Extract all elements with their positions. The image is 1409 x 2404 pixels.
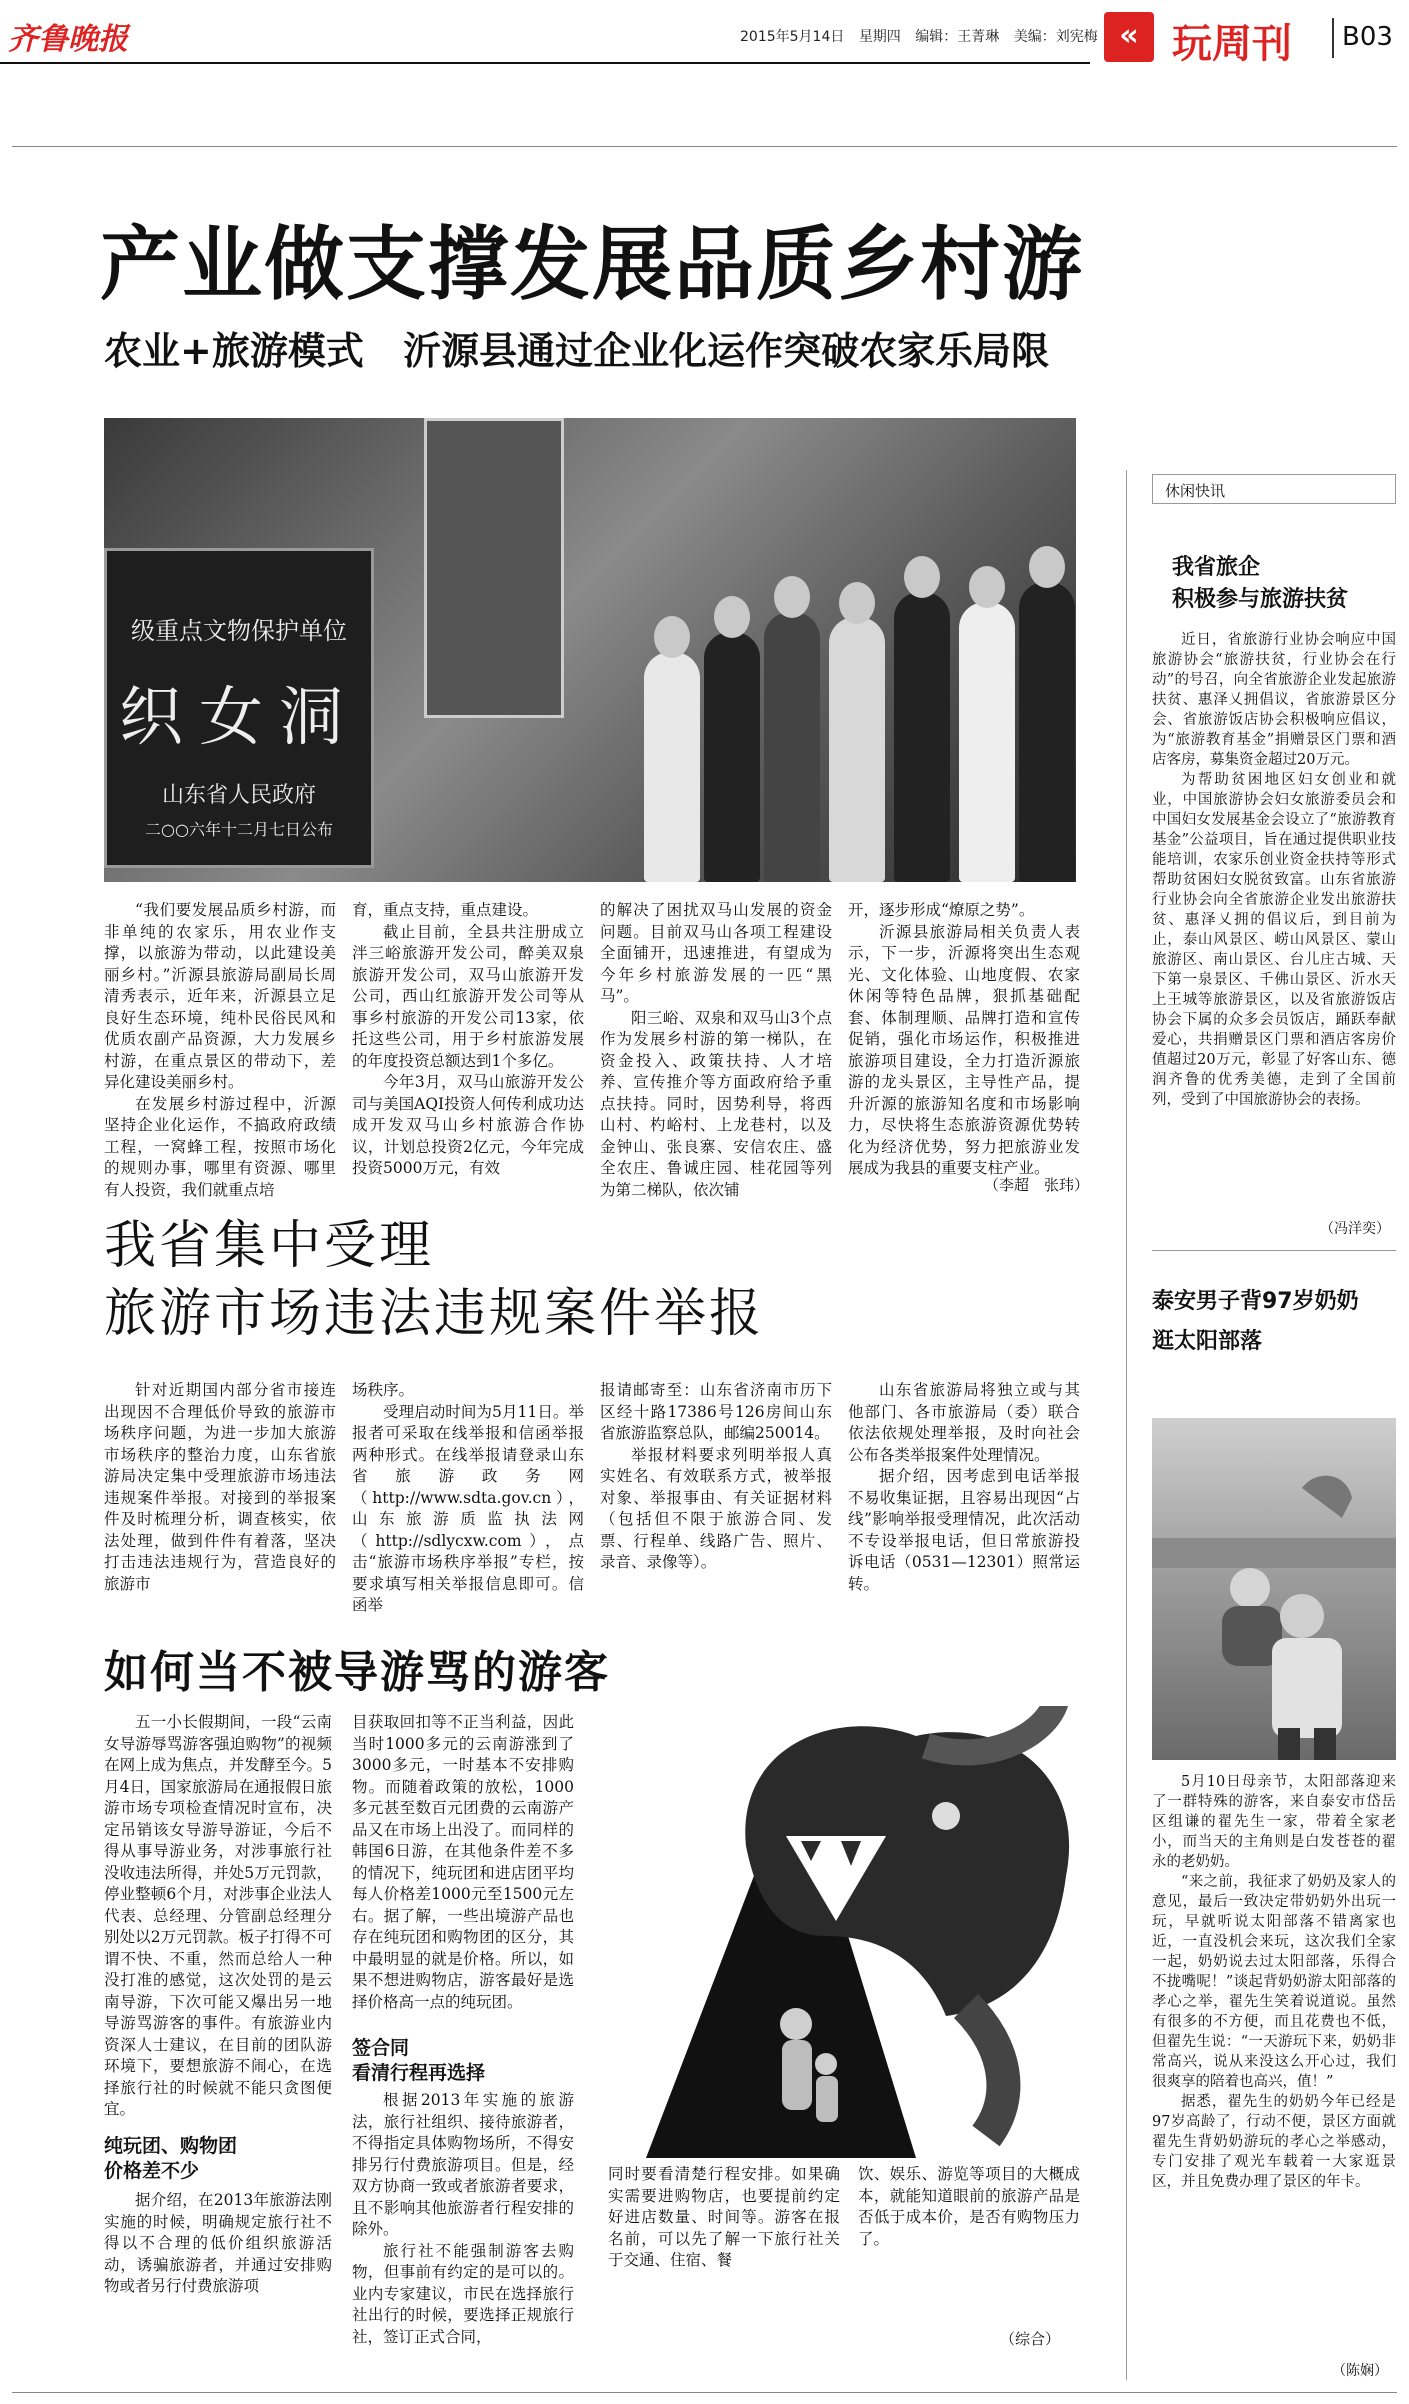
story2-headline-line-2: 旅游市场违法违规案件举报 (104, 1284, 765, 1344)
photo-person-head (904, 556, 940, 598)
sidebar-rule (1152, 1250, 1396, 1251)
masthead (0, 0, 1409, 72)
story2-headline-line-1: 我省集中受理 (104, 1216, 435, 1276)
masthead-rule (0, 62, 1090, 64)
photo-person-head (654, 616, 690, 658)
paragraph: 开，逐步形成“燎原之势”。 (848, 901, 1035, 919)
sidebar-news1-title (1172, 552, 1348, 616)
paragraph: 今年3月，双马山旅游开发公司与美国AQI投资人何传利成功达成开发双马山乡村旅游合作协议，计划总投资2亿元，今年完成投资5000万元，有效 (352, 1073, 584, 1177)
photo-person (959, 602, 1015, 882)
issue-designer: 美编：刘宪梅 (1013, 29, 1098, 45)
story3-column-4 (858, 2164, 1080, 2250)
story3-illustration (586, 1706, 1110, 2158)
paragraph: 旅行社不能强制游客去购物，但事前有约定的是可以的。业内专家建议，市民在选择旅行社出行的时候，要选择正规旅行社，签订正式合同， (352, 2241, 574, 2346)
story3-subhead-2-line-2: 看清行程再选择 (352, 2062, 486, 2084)
paragraph: 近日，省旅游行业协会响应中国旅游协会“旅游扶贫，行业协会在行动”的号召，向全省旅游企业发起旅游扶贫、惠泽乂拥倡议，省旅游景区分会、省旅游饭店协会积极响应倡议，为“旅游教育基金”捐赠景区门票和酒店客房，募集资金超过20万元。 (1152, 632, 1396, 768)
story3-subhead-1-line-1: 纯玩团、购物团 (104, 2135, 238, 2157)
issue-line (740, 26, 1108, 46)
stele-line-2: 织女洞 (119, 681, 359, 755)
photo-man-leg (1278, 1728, 1300, 1760)
paragraph: 截止目前，全县共注册成立泮三峪旅游开发公司，醉美双泉旅游开发公司，双马山旅游开发公司，西山红旅游开发公司等从事乡村旅游的开发公司13家，依托这些公司，用于乡村旅游发展的年度投资总额达到1个多亿。 (352, 922, 584, 1070)
stele-line-4: 二○○六年十二月七日公布 (145, 820, 333, 839)
photo-sign-board (424, 418, 564, 718)
sidebar-news1-title-line-2: 积极参与旅游扶贫 (1172, 587, 1349, 612)
paragraph: 5月10日母亲节，太阳部落迎来了一群特殊的游客，来自泰安市岱岳区组谦的翟先生一家，带着全家老小，而当天的主角则是白发苍苍的翟永的老奶奶。 (1152, 1774, 1396, 1870)
stele-line-1: 级重点文物保护单位 (131, 617, 347, 645)
issue-date: 2015年5月14日 (740, 29, 845, 45)
photo-man-head (1280, 1594, 1324, 1638)
photo-grandmother-head (1230, 1568, 1270, 1608)
story3-subhead-2-line-1: 签合同 (352, 2037, 410, 2059)
paragraph: 针对近期国内部分省市接连出现因不合理低价导致的旅游市场秩序问题，为进一步加大旅游市场秩序的整治力度，山东省旅游局决定集中受理旅游市场违法违规案件举报。对接到的举报案件及时梳理分析，调查核实，依法处理，做到件件有着落，坚决打击违法违规行为，营造良好的旅游市 (104, 1381, 336, 1593)
photo-person-head (774, 576, 810, 618)
stele-line-3: 山东省人民政府 (161, 783, 316, 808)
story3-column-1 (104, 1712, 332, 2121)
issue-weekday: 星期四 (858, 29, 901, 45)
photo-man-body (1272, 1638, 1342, 1738)
story1-column-4 (848, 900, 1080, 1180)
section-arrow-icon: « (1104, 12, 1154, 62)
photo-background-trees (1152, 1538, 1396, 1568)
sidebar-news2-title-line-1: 泰安男子背97岁奶奶 (1152, 1289, 1359, 1314)
photo-person-head (1029, 546, 1065, 588)
paragraph: 目获取回扣等不正当利益，因此当时1000多元的云南游涨到了3000多元，一时基本不安排购物。而随着政策的放松，1000多元甚至数百元团费的云南游产品又在市场上出没了。而同样的韩国6日游，在其他条件差不多的情况下，纯玩团和进店团平均每人价格差1000元至1500元左右。据了解，一些出境游产品也存在纯玩团和购物团的区分，其中最明显的就是价格。所以，如果不想进购物店，游客最好是选择价格高一点的纯玩团。 (352, 1713, 574, 2011)
photo-background-statue (1302, 1476, 1352, 1518)
photo-person (644, 652, 700, 882)
paragraph: 举报材料要求列明举报人真实姓名、有效联系方式，被举报对象、举报事由、有关证据材料（包括但不限于旅游合同、发票、行程单、线路广告、照片、录音、录像等）。 (600, 1445, 832, 1571)
paragraph: 沂源县旅游局相关负责人表示，下一步，沂源将突出生态观光、文化体验、山地度假、农家休闲等特色品牌，狠抓基础配套、体制理顺、品牌打造和宣传促销，强化市场运作，积极推进旅游项目建设，全力打造沂源旅游的龙头景区，主导性产品，提升沂源的旅游知名度和市场影响力，尽快将生态旅游资源优势转化为经济优势，努力把旅游业发展成为我县的重要支柱产业。 (848, 922, 1080, 1177)
story3-column-3 (608, 2164, 840, 2272)
story2-column-2 (352, 1380, 584, 1617)
illustration-child-body (816, 2076, 838, 2122)
story2-headline (104, 1212, 764, 1348)
story3-column-2 (352, 1712, 574, 2013)
paragraph: “我们要发展品质乡村游，而非单纯的农家乐，用农业作支撑，以旅游为带动，以此建设美丽乡村。”沂源县旅游局副局长周清秀表示，近年来，沂源县立足良好生态环境，纯朴民俗民风和优质农副产品资源，大力发展乡村游，在重点景区的带动下，差异化建设美丽乡村。 (104, 901, 336, 1091)
story1-column-2 (352, 900, 584, 1180)
issue-editor: 编辑：王菁琳 (915, 29, 1000, 45)
paragraph: 的解决了困扰双马山发展的资金问题。目前双马山各项工程建设全面铺开，迅速推进，有望成为今年乡村旅游发展的一匹“黑马”。 (600, 901, 832, 1005)
illustration-tourist-head (780, 2008, 812, 2040)
story1-photo (104, 418, 1076, 882)
sidebar-news2-photo (1152, 1418, 1396, 1760)
sidebar-news1-title-line-1: 我省旅企 (1172, 555, 1261, 580)
story2-column-4 (848, 1380, 1080, 1595)
paragraph: “来之前，我征求了奶奶及家人的意见，最后一致决定带奶奶外出玩一玩，早就听说太阳部落不错离家也近，一直没机会来玩，这次我们全家一起，奶奶说去过太阳部落，乐得合不拢嘴呢！”谈起背奶奶游太阳部落的孝心之举，翟先生笑着说道说。虽然有很多的不方便，而且花费也不低，但翟先生说：“一天游玩下来，奶奶非常高兴，说从来没这么开心过，我们很爽享的陪着也高兴，值！” (1152, 1874, 1396, 2090)
story1-subhead: 农业+旅游模式 沂源县通过企业化运作突破农家乐局限 (104, 329, 1050, 373)
paragraph: 据介绍，在2013年旅游法刚实施的时候，明确规定旅行社不得以不合理的低价组织旅游活动，诱骗旅游者，并通过安排购物或者另行付费旅游项 (104, 2191, 332, 2295)
photo-person (1019, 582, 1075, 882)
sidebar-tag: 休闲快讯 (1152, 474, 1396, 504)
sidebar-news2-title-line-2: 逛太阳部落 (1152, 1329, 1263, 1354)
paragraph: 饮、娱乐、游览等项目的大概成本，就能知道眼前的旅游产品是否低于成本价，是否有购物压力了。 (858, 2165, 1080, 2248)
paragraph: 为帮助贫困地区妇女创业和就业，中国旅游协会妇女旅游委员会和中国妇女发展基金会设立了“旅游教育基金”公益项目，旨在通过提供职业技能培训，农家乐创业资金扶持等形式帮助贫困妇女脱贫致富。山东省旅游行业协会向全省旅游企业发出旅游扶贫、惠泽乂拥的倡议后，到目前为止，泰山风景区、崂山风景区、蒙山旅游区、南山景区、台儿庄古城、天下第一泉景区、千佛山景区、沂水天上王城等旅游景区，以及省旅游饭店协会下属的众多会员饭店，踊跃奉献爱心，共捐赠景区门票和酒店客房价值超过20万元，彰显了好客山东、德润齐鲁的优秀美德，走到了全国前列，受到了中国旅游协会的表扬。 (1152, 772, 1396, 1108)
story3-subhead-2 (352, 2036, 485, 2086)
photo-person-head (714, 596, 750, 638)
paragraph: 五一小长假期间，一段“云南女导游辱骂游客强迫购物”的视频在网上成为焦点，并发酵至今。5月4日，国家旅游局在通报假日旅游市场专项检查情况时宣布，决定吊销该女导游导游证，今后不得从事导游业务，对涉事旅行社没收违法所得，并处5万元罚款，停业整顿6个月，对涉事企业法人代表、总经理、分管副总经理分别处以2万元罚款。板子打得不可谓不快、不重，然而总给人一种没打准的感觉，这次处罚的是云南导游，下次可能又爆出另一地导游骂游客的事件。有旅游业内资深人士建议，在目前的团队游环境下，要想旅游不闹心，在选择旅行社的时候就不能只贪图便宜。 (104, 1713, 332, 2118)
sidebar-news1-body (1152, 630, 1396, 1110)
story3-headline: 如何当不被导游骂的游客 (104, 1647, 610, 1698)
paragraph: 在发展乡村游过程中，沂源坚持企业化运作，不搞政府政绩工程，一窝蜂工程，按照市场化的规则办事，哪里有资源、哪里有人投资，我们就重点培 (104, 1094, 336, 1199)
paragraph: 育，重点支持，重点建设。 (352, 901, 539, 919)
section-name: 玩周刊 (1172, 21, 1292, 67)
story3-subhead-1 (104, 2134, 237, 2184)
paragraph: 报请邮寄至：山东省济南市历下区经十路17386号126房间山东省旅游监察总队，邮编250014。 (600, 1381, 832, 1442)
photo-person (894, 592, 950, 882)
photo-person-head (839, 582, 875, 624)
paragraph: 受理启动时间为5月11日。举报者可采取在线举报和信函举报两种形式。在线举报请登录山东省旅游政务网（http://www.sdta.gov.cn），山东旅游质监执法网（http://sdlycxw.com），点击“旅游市场秩序举报”专栏，按要求填写相关举报信息即可。信函举 (352, 1402, 584, 1614)
story3-column-2b (352, 2090, 574, 2348)
paragraph: 据介绍，因考虑到电话举报不易收集证据，且容易出现因“占线”影响举报受理情况，此次活动不专设举报电话，但日常旅游投诉电话（0531—12301）照常运转。 (848, 1467, 1080, 1593)
photo-person-head (969, 566, 1005, 608)
photo-tourist-group (644, 498, 1074, 882)
photo-man-leg (1314, 1728, 1336, 1760)
story1-column-3 (600, 900, 832, 1201)
story2-column-3 (600, 1380, 832, 1574)
paragraph: 场秩序。 (352, 1381, 415, 1399)
story1-headline: 产业做支撑发展品质乡村游 (100, 218, 1084, 311)
story3-column-1b (104, 2190, 332, 2298)
photo-stele (104, 548, 374, 868)
photo-person (764, 612, 820, 882)
story2-column-1 (104, 1380, 336, 1595)
bottom-rule (12, 2392, 1397, 2393)
sidebar-divider (1126, 470, 1127, 2380)
illustration-monster-eye (932, 1802, 960, 1830)
newspaper-logo: 齐鲁晚报 (8, 22, 128, 57)
photo-man-carrying-grandmother (1152, 1418, 1396, 1760)
story3-byline: （综合） (1000, 2330, 1061, 2348)
paragraph: 根据2013年实施的旅游法，旅行社组织、接待旅游者，不得指定具体购物场所，不得安排另行付费旅游项目。但是，经双方协商一致或者旅游者要求，且不影响其他旅游者行程安排的除外。 (352, 2091, 574, 2238)
illustration-tourist-body (782, 2040, 812, 2110)
paragraph: 据悉，翟先生的奶奶今年已经是97岁高龄了，行动不便，景区方面就翟先生背奶奶游玩的孝心之举感动，专门安排了观光车载着一大家逛景区，并且免费办理了景区的年卡。 (1152, 2094, 1396, 2190)
page-number: B03 (1342, 22, 1393, 52)
photo-person (704, 632, 760, 882)
story1-column-1 (104, 900, 336, 1201)
section-divider (1332, 18, 1334, 58)
story1-byline: （李超 张玮） (984, 1176, 1090, 1194)
illustration-child-head (815, 2053, 837, 2075)
paragraph: 阳三峪、双泉和双马山3个点作为发展乡村游的第一梯队，在资金投入、政策扶持、人才培养、宣传推介等方面政府给予重点扶持。同时，因势利导，将西山村、杓峪村、上龙巷村，以及金钟山、张良寨、安信农庄、盛全农庄、鲁诚庄园、桂花园等列为第二梯队，依次铺 (600, 1008, 832, 1199)
paragraph: 山东省旅游局将独立或与其他部门、各市旅游局（委）联合依法依规处理举报，及时向社会公布各类举报案件处理情况。 (848, 1381, 1080, 1464)
sidebar-news2-body (1152, 1772, 1396, 2192)
sidebar-news2-title (1152, 1282, 1359, 1362)
sidebar-news1-byline: （冯洋奕） (1320, 1221, 1390, 1237)
paragraph: 同时要看清楚行程安排。如果确实需要进购物店，也要提前约定好进店数量、时间等。游客在报名前，可以先了解一下旅行社关于交通、住宿、餐 (608, 2165, 840, 2269)
top-rule (12, 146, 1397, 147)
story3-subhead-1-line-2: 价格差不少 (104, 2160, 200, 2182)
sidebar-news2-byline: （陈娴） (1332, 2363, 1388, 2379)
photo-person (829, 617, 885, 882)
